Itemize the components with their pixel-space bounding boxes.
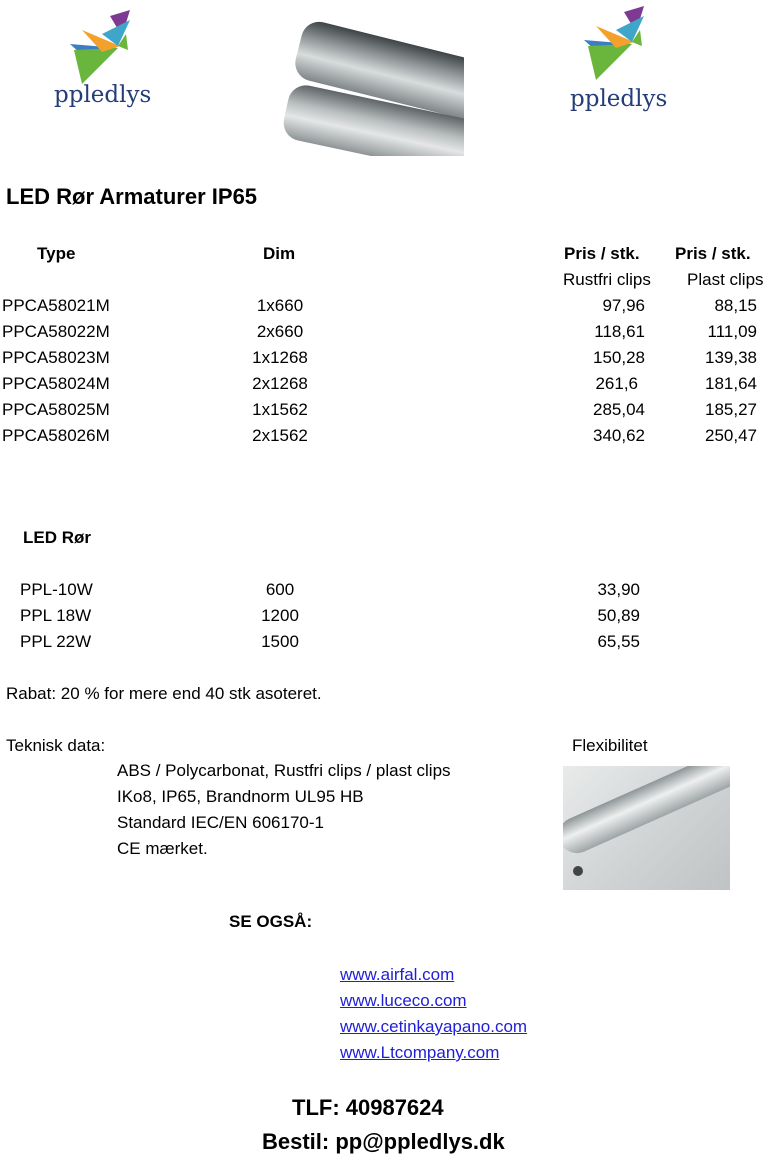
- see-also-title: SE OGSÅ:: [229, 912, 313, 931]
- cell-price-plast: 111,09: [707, 322, 757, 341]
- column-header-price-rustfri: Pris / stk.: [564, 244, 640, 263]
- link-luceco[interactable]: www.luceco.com: [340, 991, 467, 1010]
- cell-dim: 1200: [261, 606, 299, 625]
- discount-note: Rabat: 20 % for mere end 40 stk asoteret.: [6, 684, 322, 703]
- arrow-logo-icon: [566, 2, 676, 82]
- cell-price-plast: 250,47: [705, 426, 757, 445]
- cell-price-rustfri: 97,96: [602, 296, 645, 315]
- cell-dim: 1500: [261, 632, 299, 651]
- link-ltcompany[interactable]: www.Ltcompany.com: [340, 1043, 500, 1062]
- cell-dim: 1x1268: [252, 348, 308, 367]
- tech-line: CE mærket.: [117, 839, 208, 858]
- cell-dim: 2x660: [256, 322, 304, 341]
- column-subheader-plast: Plast clips: [687, 270, 764, 289]
- cell-price-plast: 88,15: [714, 296, 757, 315]
- contact-phone: TLF: 40987624: [292, 1095, 444, 1120]
- cell-price-plast: 181,64: [705, 374, 757, 393]
- cell-dim: 1x660: [256, 296, 304, 315]
- cell-price: 65,55: [597, 632, 640, 651]
- logo-left: [52, 6, 162, 118]
- tech-line: IKo8, IP65, Brandnorm UL95 HB: [117, 787, 364, 806]
- contact-order-email[interactable]: Bestil: pp@ppledlys.dk: [262, 1129, 505, 1154]
- cell-price-rustfri: 118,61: [594, 322, 645, 341]
- section-title: LED Rør Armaturer IP65: [6, 184, 258, 209]
- brand-name: ppledlys: [54, 82, 152, 108]
- cell-price-rustfri: 150,28: [593, 348, 645, 367]
- arrow-logo-icon: [52, 6, 162, 86]
- cell-type: PPCA58022M: [2, 322, 110, 341]
- cell-dim: 1x1562: [252, 400, 308, 419]
- cell-price-rustfri: 340,62: [593, 426, 645, 445]
- column-subheader-rustfri: Rustfri clips: [563, 270, 651, 289]
- column-header-type: Type: [37, 244, 76, 263]
- cell-type: PPL 18W: [20, 606, 92, 625]
- cell-type: PPCA58026M: [2, 426, 110, 445]
- tech-line: Standard IEC/EN 606170-1: [117, 813, 324, 832]
- cell-type: PPCA58023M: [2, 348, 110, 367]
- section-title-led-ror: LED Rør: [23, 528, 91, 547]
- tech-label: Teknisk data:: [6, 736, 106, 755]
- logo-right: [566, 2, 686, 118]
- cell-type: PPL-10W: [20, 580, 93, 599]
- cell-price-rustfri: 261,6: [595, 374, 638, 393]
- cell-price: 50,89: [597, 606, 640, 625]
- flex-label: Flexibilitet: [572, 736, 648, 755]
- cell-price-plast: 185,27: [705, 400, 757, 419]
- link-cetinkayapano[interactable]: www.cetinkayapano.com: [340, 1017, 528, 1036]
- column-header-price-plast: Pris / stk.: [675, 244, 751, 263]
- cell-type: PPCA58025M: [2, 400, 110, 419]
- cell-price-rustfri: 285,04: [593, 400, 645, 419]
- cell-dim: 2x1268: [252, 374, 308, 393]
- link-airfal[interactable]: www.airfal.com: [340, 965, 455, 984]
- cell-type: PPL 22W: [20, 632, 92, 651]
- tech-line: ABS / Polycarbonat, Rustfri clips / plast clips: [117, 761, 451, 780]
- cell-type: PPCA58024M: [2, 374, 110, 393]
- cell-price-plast: 139,38: [705, 348, 757, 367]
- cell-dim: 600: [265, 580, 295, 599]
- cell-price: 33,90: [597, 580, 640, 599]
- cell-type: PPCA58021M: [2, 296, 110, 315]
- product-photo-fixture: [282, 16, 464, 156]
- cell-dim: 2x1562: [252, 426, 308, 445]
- flex-photo: [563, 766, 730, 890]
- column-header-dim: Dim: [263, 244, 296, 263]
- brand-name: ppledlys: [570, 86, 668, 112]
